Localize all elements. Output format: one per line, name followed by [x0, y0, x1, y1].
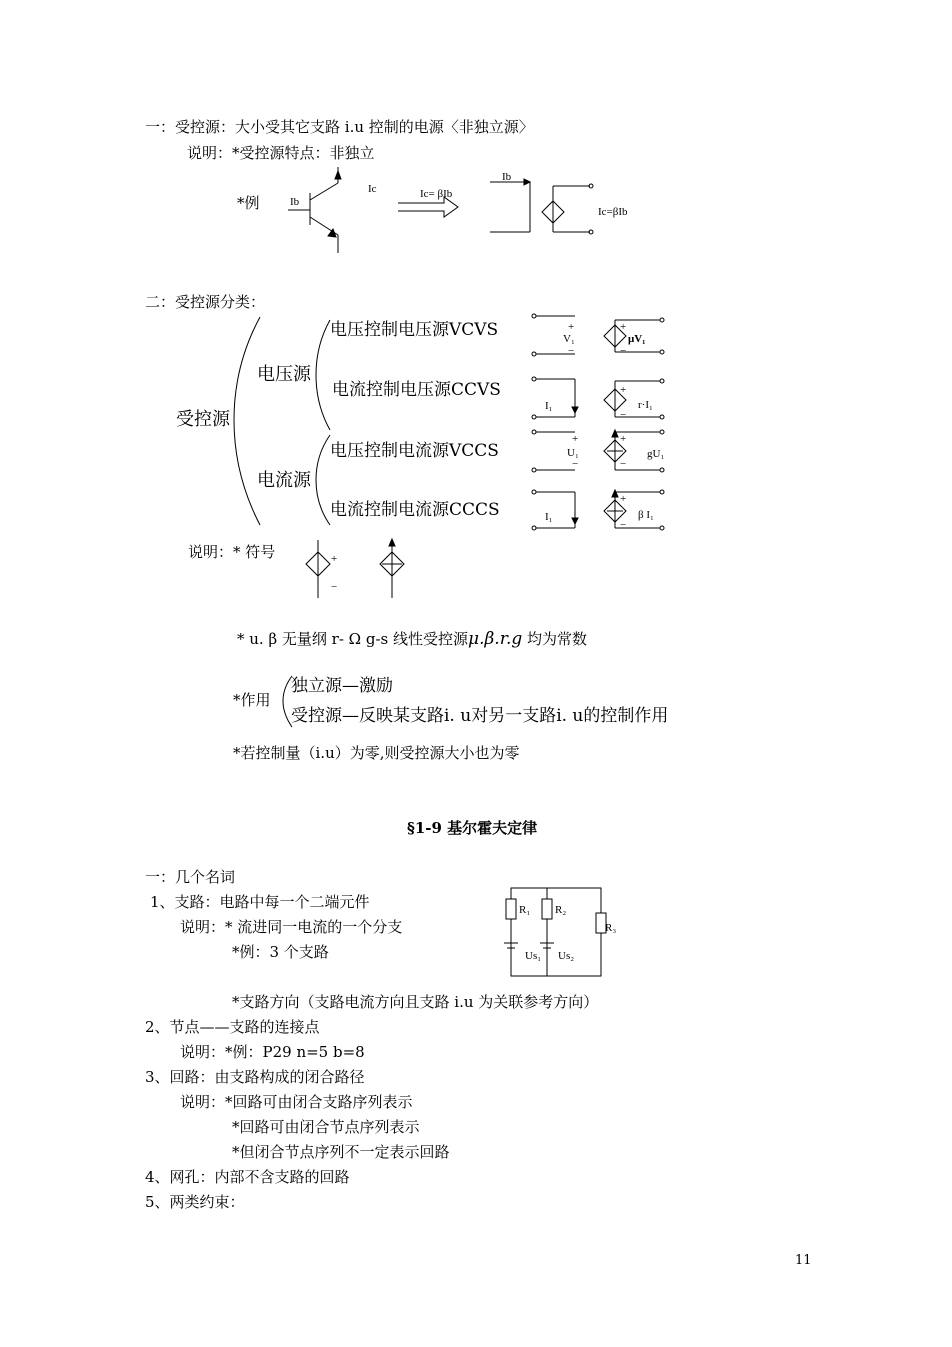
- branch-circuit: [505, 885, 605, 980]
- s3-l3: 3、回路：由支路构成的闭合路径: [145, 1068, 365, 1086]
- classification-brackets: [230, 315, 340, 530]
- mu-label: μV₁: [628, 333, 646, 345]
- role-label: *作用: [233, 691, 271, 709]
- s3-l1: 1、支路：电路中每一个二端元件: [150, 893, 370, 911]
- r2-label: R₂: [555, 904, 567, 916]
- i1-label: I₁: [545, 400, 553, 412]
- v1-label: V₁: [563, 333, 575, 345]
- s3-h1: 一：几个名词: [145, 868, 236, 886]
- plus-7: +: [331, 553, 338, 565]
- ic-eq-label: Ic= βIb: [420, 188, 453, 200]
- section1-heading: 一：受控源：大小受其它支路 i.u 控制的电源〈非独立源〉: [145, 118, 534, 136]
- ccvs-label: 电流控制电压源CCVS: [332, 380, 501, 400]
- us2-label: Us₂: [558, 950, 575, 962]
- minus-7: −: [331, 581, 338, 593]
- s3-l1a: 说明：* 流进同一电流的一个分支: [180, 918, 403, 936]
- ic-eq2-label: Ic=βIb: [598, 206, 628, 218]
- plus-3: +: [620, 384, 627, 396]
- minus-1: −: [568, 345, 575, 357]
- example-label: *例: [237, 194, 260, 212]
- section1-note: 说明：*受控源特点：非独立: [187, 144, 375, 162]
- s3-l5: 5、两类约束：: [145, 1193, 245, 1211]
- vcvs-symbol: [530, 312, 680, 362]
- s3-l3c: *但闭合节点序列不一定表示回路: [232, 1143, 450, 1161]
- vcvs-label: 电压控制电压源VCVS: [330, 320, 499, 340]
- minus-5: −: [620, 458, 627, 470]
- ib-label: Ib: [290, 196, 300, 208]
- units-note: * u. β 无量纲 r- Ω g-s 线性受控源μ.β.r.g 均为常数: [237, 629, 588, 649]
- role-1: 独立源—激励: [291, 676, 393, 696]
- minus-6: −: [620, 519, 627, 531]
- section3-title: §1-9 基尔霍夫定律: [407, 819, 538, 837]
- u1-label: U₁: [567, 447, 579, 459]
- s3-l2: 2、节点——支路的连接点: [145, 1018, 320, 1036]
- page-number: 11: [795, 1253, 812, 1268]
- ib2-label: Ib: [502, 171, 512, 183]
- s3-l4: 4、网孔：内部不含支路的回路: [145, 1168, 350, 1186]
- symbol-note: 说明：* 符号: [188, 543, 276, 561]
- ic-label: Ic: [368, 183, 377, 195]
- s3-l3b: *回路可由闭合节点序列表示: [232, 1118, 420, 1136]
- root-label: 受控源: [176, 409, 230, 430]
- s3-l1c: *支路方向（支路电流方向且支路 i.u 为关联参考方向）: [232, 993, 599, 1011]
- i1b-label: I₁: [545, 511, 553, 523]
- cccs-label: 电流控制电流源CCCS: [330, 500, 500, 520]
- vccs-label: 电压控制电流源VCCS: [330, 441, 499, 461]
- minus-3: −: [620, 409, 627, 421]
- g-label: gU₁: [647, 448, 665, 460]
- zero-note: *若控制量（i.u）为零,则受控源大小也为零: [233, 744, 520, 762]
- s3-l3a: 说明：*回路可由闭合支路序列表示: [180, 1093, 413, 1111]
- dependent-source-symbols: [300, 538, 420, 608]
- beta-label: β I₁: [638, 509, 654, 521]
- role-2: 受控源—反映某支路i. u对另一支路i. u的控制作用: [291, 706, 669, 726]
- r1-label: R₁: [519, 904, 531, 916]
- s3-l1b: *例：3 个支路: [232, 943, 329, 961]
- plus-2: +: [620, 321, 627, 333]
- plus-4: +: [572, 433, 579, 445]
- s3-l2a: 说明：*例：P29 n=5 b=8: [180, 1043, 365, 1061]
- r-label: r·I₁: [638, 399, 653, 411]
- current-source-label: 电流源: [257, 470, 311, 491]
- plus-5: +: [620, 433, 627, 445]
- voltage-source-label: 电压源: [257, 364, 311, 385]
- plus-1: +: [568, 321, 575, 333]
- r3-label: R₃: [605, 922, 617, 934]
- minus-2: −: [620, 345, 627, 357]
- minus-4: −: [572, 458, 579, 470]
- plus-6: +: [620, 493, 627, 505]
- section2-heading: 二：受控源分类：: [145, 293, 266, 311]
- us1-label: Us₁: [525, 950, 542, 962]
